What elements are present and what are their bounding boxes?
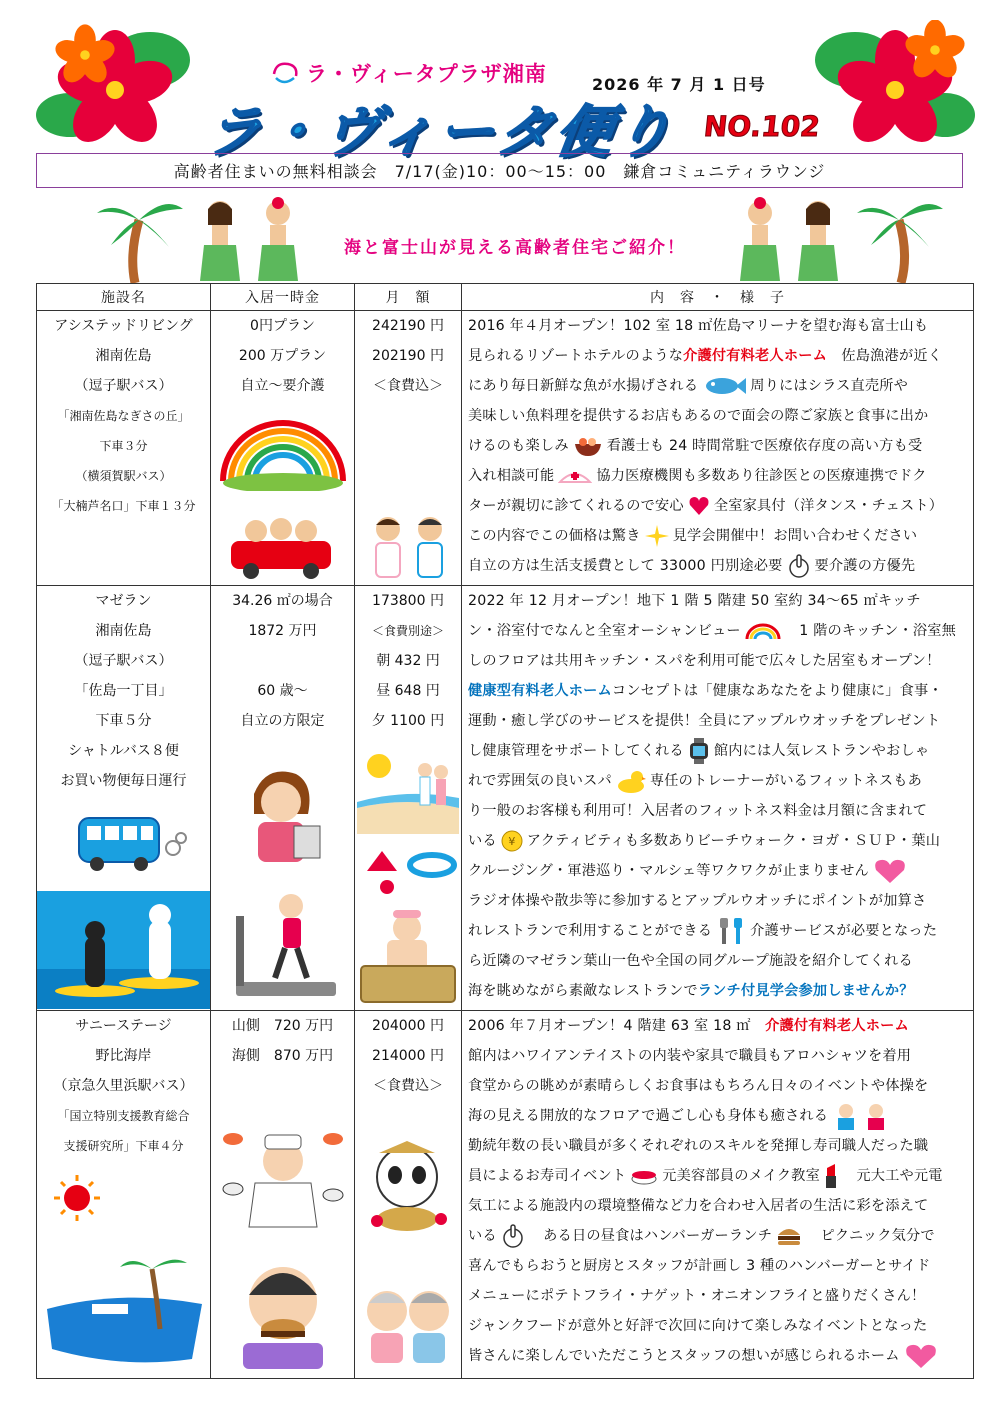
description-text: 員によるお寿司イベント — [468, 1168, 627, 1184]
header-monthly: 月 額 — [355, 284, 462, 311]
description-line — [462, 521, 973, 551]
description-line — [462, 1101, 973, 1131]
staff-clipboard-icon — [236, 764, 331, 864]
heart-icon — [873, 858, 907, 884]
seafood-bowl-icon — [573, 436, 603, 456]
description-line — [462, 1221, 973, 1251]
facility-name-line: 「湘南佐島なぎさの丘」 — [57, 409, 190, 423]
description-line — [462, 736, 973, 766]
description-cell — [462, 311, 974, 586]
description-line: ラジオ体操や散歩等に参加するとアップルウオッチにポイントが加算さ — [468, 893, 927, 909]
facility-name-line: 湘南佐島 — [95, 623, 152, 639]
monthly-line: ＜食費込＞ — [373, 1078, 443, 1094]
description-text: 看護士も 24 時間常駐で医療依存度の高い方も受 — [606, 438, 923, 454]
nurse-cap-icon — [558, 466, 592, 486]
description-text: れレストランで利用することができる — [468, 923, 713, 939]
facility-name-line: サニーステージ — [75, 1018, 172, 1034]
description-text: ターが親切に診てくれるので安心 — [468, 498, 684, 514]
beach-items-icon — [357, 841, 459, 897]
rainbow-icon — [745, 621, 781, 641]
deposit-line: 山側 720 万円 — [231, 1018, 334, 1034]
description-line — [462, 916, 973, 946]
smile-logo-icon — [270, 60, 300, 86]
facility-name-line: （京急久里浜駅バス） — [53, 1078, 194, 1094]
description-text: コンセプトは「健康なあなたをより健康に」食事・ — [611, 683, 943, 699]
deposit-line: 60 歳～ — [257, 683, 308, 699]
description-line: 2022 年 12 月オープン！地下 1 階 5 階建 50 室約 34～65 ㎡キッチ — [468, 593, 921, 609]
header-facility-name: 施設名 — [37, 284, 211, 311]
deposit-cell — [211, 1011, 355, 1379]
facility-brand — [270, 58, 547, 88]
facility-type-highlight: 介護付有料老人ホーム — [683, 348, 827, 364]
lipstick-icon — [824, 1164, 838, 1188]
palm-tree-icon — [95, 195, 185, 283]
table-header-row — [37, 284, 974, 311]
smartwatch-icon — [688, 738, 710, 764]
rainbow-icon — [219, 411, 347, 491]
description-line — [462, 766, 973, 796]
monthly-line: 朝 432 円 — [376, 653, 440, 669]
description-text: けるのも楽しみ — [468, 438, 569, 454]
sun-icon — [52, 1173, 102, 1223]
description-line — [462, 976, 973, 1006]
facility-name-line: アシステッドリビング — [54, 318, 193, 334]
sparkle-icon — [645, 525, 669, 547]
hamburger-eater-icon — [223, 1251, 343, 1371]
lunch-tour-highlight: ランチ付見学会参加しませんか？ — [697, 983, 914, 999]
hawaii-banner — [0, 190, 1004, 285]
fish-icon — [702, 375, 746, 397]
description-line: り一般のお客様も利用可！入居者のフィットネス料金は月額に含まれて — [468, 803, 928, 819]
cutlery-icon — [716, 918, 746, 944]
yen-coin-icon — [501, 830, 523, 852]
facility-name-cell — [37, 311, 211, 586]
description-text: クルージング・軍港巡り・マルシェ等ワクワクが止まりません — [468, 863, 869, 879]
facility-name-line: 「国立特別支援教育総合 — [57, 1109, 190, 1123]
description-text: いる — [468, 1228, 497, 1244]
island-sea-illustration — [42, 1249, 207, 1369]
description-line: 勤続年数の長い職員が多くそれぞれのスキルを発揮し寿司職人だった職 — [468, 1138, 929, 1154]
description-text: ン・浴室付でなんと全室オーシャンビュー — [468, 623, 741, 639]
family-car-icon — [226, 511, 341, 581]
monthly-line: ＜食費込＞ — [373, 378, 443, 394]
facility-name-line: 下車３分 — [99, 439, 148, 453]
description-text: 介護サービスが必要となった — [750, 923, 938, 939]
facility-type-highlight: 介護付有料老人ホーム — [765, 1018, 909, 1034]
newsletter-title: ラ・ヴィータ便り — [200, 100, 679, 165]
description-line: 2016 年４月オープン！102 室 18 ㎡佐島マリーナを望む海も富士山も — [468, 318, 929, 334]
facility-name-line: 下車５分 — [95, 713, 152, 729]
header-description: 内 容 ・ 様 子 — [462, 284, 974, 311]
monthly-cell — [355, 1011, 462, 1379]
description-line: 館内はハワイアンテイストの内装や家具で職員もアロハシャツを着用 — [468, 1048, 912, 1064]
hibiscus-icon — [30, 20, 200, 150]
description-text: 2006 年７月オープン！4 階建 63 室 18 ㎡ — [468, 1018, 751, 1034]
description-line: 食堂からの眺めが素晴らしくお食事はもちろん日々のイベントや体操を — [468, 1078, 929, 1094]
description-line: 美味しい魚料理を提供するお店もあるので面会の際ご家族と食事に出か — [468, 408, 929, 424]
sushi-chef-icon — [219, 1109, 347, 1229]
description-line: ジャンクフードが意外と好評で次回に向けて楽しみなイベントとなった — [468, 1318, 928, 1334]
pointing-hand-icon — [787, 554, 811, 578]
description-line — [462, 371, 973, 401]
description-line: 気工による施設内の環境整備など力を合わせ入居者の生活に彩を添えて — [468, 1198, 929, 1214]
monthly-line: 202190 円 — [372, 348, 444, 364]
deposit-line: 自立の方限定 — [240, 713, 325, 729]
description-line: ら近隣のマゼラン葉山一色や全国の同グループ施設を紹介してくれる — [468, 953, 913, 969]
description-line — [462, 826, 973, 856]
treadmill-runner-icon — [221, 886, 346, 1004]
bus-icon — [77, 814, 187, 872]
facility-name: ラ・ヴィータプラザ湘南 — [306, 62, 547, 86]
facility-name-cell — [37, 586, 211, 1011]
heart-icon — [688, 496, 710, 516]
description-text: 協力医療機関も多数あり往診医との医療連携でドク — [596, 468, 927, 484]
facility-table — [36, 283, 974, 1379]
facility-name-line: 支援研究所」下車４分 — [63, 1139, 184, 1153]
deposit-line: 自立～要介護 — [240, 378, 325, 394]
description-text: 全室家具付（洋タンス・チェスト） — [713, 498, 944, 514]
table-row — [37, 586, 974, 1011]
description-text: 海を眺めながら素敵なレストランで — [468, 983, 698, 999]
monthly-cell — [355, 311, 462, 586]
description-line — [462, 616, 973, 646]
hot-spring-spa-icon — [357, 906, 459, 1006]
table-row — [37, 311, 974, 586]
description-text: 海の見える開放的なフロアで過ごし心も身体も癒される — [468, 1108, 829, 1124]
description-text: 元美容部員のメイク教室 — [662, 1168, 820, 1184]
nurse-doctor-icon — [360, 511, 458, 581]
description-line — [462, 1341, 973, 1371]
facility-name-line: 湘南佐島 — [95, 348, 152, 364]
deposit-line: 200 万プラン — [238, 348, 327, 364]
sushi-icon — [630, 1167, 658, 1185]
issue-number: NO.102 — [702, 110, 822, 143]
description-text: ある日の昼食はハンバーガーランチ — [543, 1228, 773, 1244]
consultation-announcement: 高齢者住まいの無料相談会 7/17(金)10：00～15：00 鎌倉コミュニティラウンジ — [36, 153, 963, 188]
description-text: 元大工や元電 — [856, 1168, 943, 1184]
description-text: れで雰囲気の良いスパ — [468, 773, 612, 789]
description-text: 専任のトレーナーがいるフィットネスもあ — [649, 773, 922, 789]
monthly-line: 214000 円 — [372, 1048, 444, 1064]
monthly-line: ＜食費別途＞ — [371, 624, 444, 638]
aloha-staff-icon — [832, 1102, 892, 1130]
description-text: アクティビティも多数ありビーチウォーク・ヨガ・ＳＵＰ・葉山 — [526, 833, 941, 849]
monthly-line: 173800 円 — [372, 593, 444, 609]
description-text: 見学会開催中！お問い合わせください — [672, 528, 918, 544]
description-line — [462, 856, 973, 886]
description-line — [462, 676, 973, 706]
description-line — [462, 1161, 973, 1191]
facility-name-line: （逗子駅バス） — [74, 653, 173, 669]
facility-name-line: （逗子駅バス） — [74, 378, 173, 394]
deposit-line: 海側 870 万円 — [231, 1048, 334, 1064]
deposit-line — [211, 646, 354, 676]
rubber-duck-icon — [616, 769, 646, 793]
description-line — [462, 1011, 973, 1041]
description-line — [462, 431, 973, 461]
panda-icon — [357, 1131, 459, 1233]
monthly-line: 242190 円 — [372, 318, 444, 334]
svg-text:¥: ¥ — [508, 835, 516, 848]
description-line — [462, 491, 973, 521]
facility-name-line: 「佐島一丁目」 — [74, 683, 173, 699]
hula-dancer-icon — [190, 195, 310, 283]
description-text: 要介護の方優先 — [814, 558, 916, 574]
monthly-cell — [355, 586, 462, 1011]
hula-dancer-icon — [730, 195, 850, 283]
description-cell — [462, 586, 974, 1011]
description-text: この内容でこの価格は驚き — [468, 528, 641, 544]
facility-name-line: 野比海岸 — [95, 1048, 152, 1064]
deposit-cell — [211, 586, 355, 1011]
heart-icon — [904, 1343, 938, 1369]
palm-tree-icon — [855, 195, 945, 283]
description-text: 館内には人気レストランやおしゃ — [713, 743, 930, 759]
facility-name-line: お買い物便毎日運行 — [60, 773, 187, 789]
deposit-line: 34.26 ㎡の場合 — [232, 593, 333, 609]
deposit-line: 0円プラン — [250, 318, 315, 334]
deposit-line: 1872 万円 — [248, 623, 317, 639]
description-line — [462, 461, 973, 491]
pointing-hand-icon — [501, 1224, 525, 1248]
description-text: 1 階のキッチン・浴室無 — [799, 623, 957, 639]
description-text: 佐島漁港が近く — [841, 348, 943, 364]
monthly-line: 204000 円 — [372, 1018, 444, 1034]
description-text: 自立の方は生活支援費として 33000 円別途必要 — [468, 558, 783, 574]
description-line: メニューにポテトフライ・ナゲット・オニオンフライと盛りだくさん！ — [468, 1288, 926, 1304]
sup-bears-illustration — [37, 891, 210, 1009]
deposit-cell — [211, 311, 355, 586]
description-line — [462, 551, 973, 581]
facility-name-line: （横須賀駅バス） — [75, 469, 172, 483]
newsletter-header — [0, 0, 1004, 165]
description-line — [462, 341, 973, 371]
table-row — [37, 1011, 974, 1379]
description-text: いる — [468, 833, 497, 849]
grandparents-icon — [357, 1279, 459, 1369]
facility-name-line: マゼラン — [95, 593, 152, 609]
description-cell — [462, 1011, 974, 1379]
beach-walk-icon — [357, 748, 459, 834]
monthly-line: 夕 1100 円 — [371, 713, 445, 729]
facility-type-highlight: 健康型有料老人ホーム — [468, 683, 612, 699]
description-text: にあり毎日新鮮な魚が水揚げされる — [468, 378, 699, 394]
description-text: 入れ相談可能 — [468, 468, 555, 484]
hibiscus-icon — [810, 20, 980, 150]
header-deposit: 入居一時金 — [211, 284, 355, 311]
description-text: ピクニック気分で — [820, 1228, 935, 1244]
section-heading: 海と富士山が見える高齢者住宅ご紹介！ — [344, 238, 686, 258]
description-line: 喜んでもらおうと厨房とスタッフが計画し 3 種のハンバーガーとサイド — [468, 1258, 931, 1274]
monthly-line: 昼 648 円 — [376, 683, 440, 699]
issue-date: 2026 年 7 月 1 日号 — [592, 75, 766, 94]
description-text: 見られるリゾートホテルのような — [468, 348, 684, 364]
description-text: 周りにはシラス直売所や — [750, 378, 909, 394]
facility-name-line: シャトルバス８便 — [68, 743, 179, 759]
hamburger-icon — [776, 1225, 802, 1247]
facility-name-line: 「大楠芦名口」下車１３分 — [51, 499, 196, 513]
facility-name-cell — [37, 1011, 211, 1379]
description-line: しのフロアは共用キッチン・スパを利用可能で広々した居室もオープン！ — [468, 653, 941, 669]
description-text: し健康管理をサポートしてくれる — [468, 743, 684, 759]
description-text: 皆さんに楽しんでいただこうとスタッフの想いが感じられるホーム — [468, 1348, 900, 1364]
description-line: 運動・癒し学びのサービスを提供！全員にアップルウオッチをプレゼント — [468, 713, 941, 729]
